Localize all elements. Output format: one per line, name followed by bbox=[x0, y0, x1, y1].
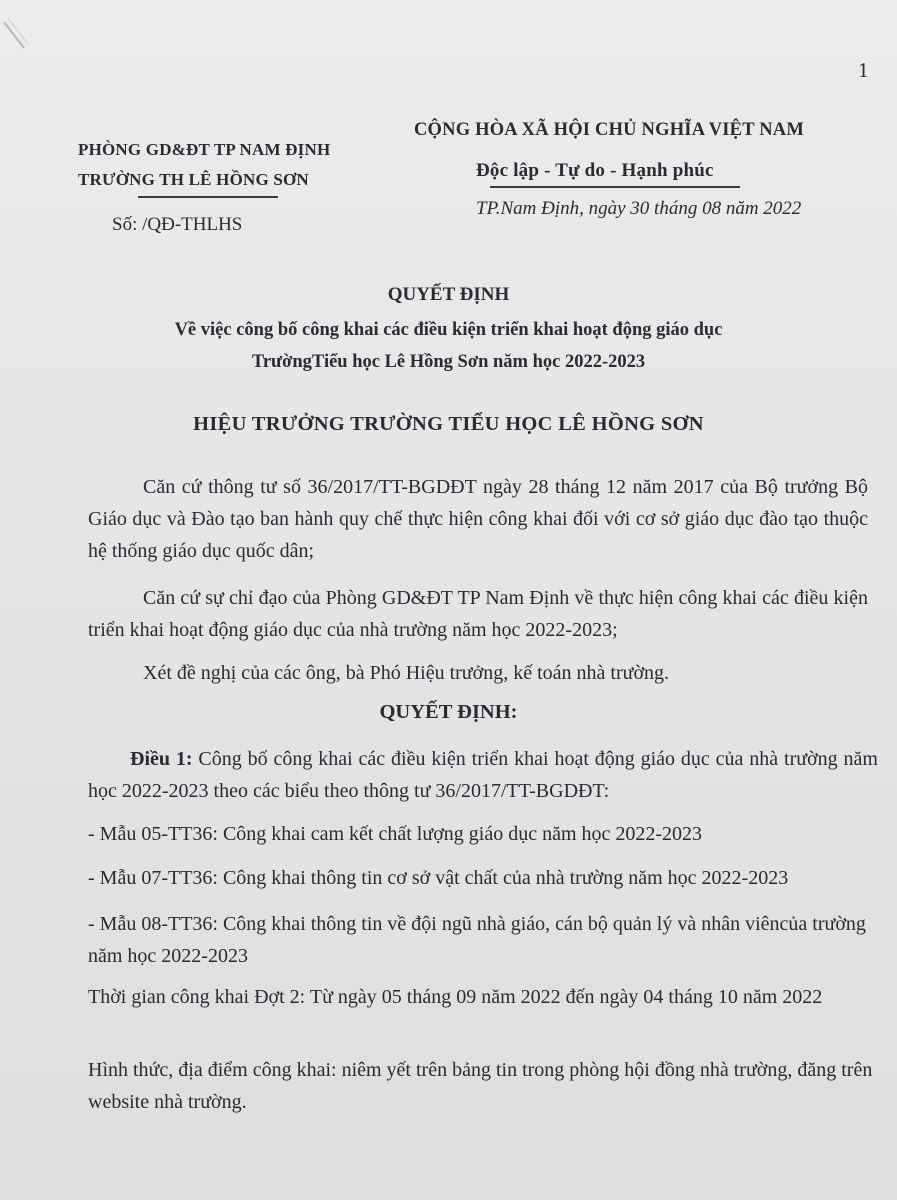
preamble-paragraph-3: Xét đề nghị của các ông, bà Phó Hiệu trưởng, kế toán nhà trường. bbox=[143, 662, 670, 684]
national-title: CỘNG HÒA XÃ HỘI CHỦ NGHĨA VIỆT NAM bbox=[414, 120, 805, 140]
national-motto: Độc lập - Tự do - Hạnh phúc bbox=[476, 160, 714, 181]
publication-time: Thời gian công khai Đợt 2: Từ ngày 05 tháng 09 năm 2022 đến ngày 04 tháng 10 năm 2022 bbox=[88, 986, 823, 1008]
school-name-underline bbox=[138, 196, 278, 198]
staple-mark-icon bbox=[0, 0, 30, 60]
publication-form: Hình thức, địa điểm công khai: niêm yết trên bảng tin trong phòng hội đồng nhà trường, đăng trên website nhà trường. bbox=[88, 1059, 873, 1113]
preamble-paragraph-1: Căn cứ thông tư số 36/2017/TT-BGDĐT ngày 28 tháng 12 năm 2017 của Bộ trưởng Bộ Giáo dục và Đào tạo ban hành quy chế thực hiện công khai đối với cơ sở giáo dục đào tạo thuộc hệ thống giáo dục quốc dân; bbox=[88, 476, 868, 562]
page-number: 1 bbox=[858, 58, 869, 82]
decision-number: Số: /QĐ-THLHS bbox=[112, 214, 243, 235]
document-subtitle-line1: Về việc công bố công khai các điều kiện triển khai hoạt động giáo dục bbox=[174, 320, 723, 340]
document-subtitle-line2: TrườngTiểu học Lê Hồng Sơn năm học 2022-2023 bbox=[251, 352, 646, 372]
document-title: QUYẾT ĐỊNH bbox=[387, 284, 510, 305]
article-1-label: Điều 1: bbox=[130, 748, 193, 770]
decision-heading: QUYẾT ĐỊNH: bbox=[379, 701, 518, 723]
list-item: - Mẫu 08-TT36: Công khai thông tin về đội ngũ nhà giáo, cán bộ quản lý và nhân viêncủa trường năm học 2022-2023 bbox=[88, 913, 866, 967]
department-name: PHÒNG GD&ĐT TP NAM ĐỊNH bbox=[78, 140, 331, 159]
motto-underline bbox=[490, 186, 740, 188]
school-name: TRƯỜNG TH LÊ HỒNG SƠN bbox=[78, 170, 309, 189]
preamble-paragraph-2: Căn cứ sự chỉ đạo của Phòng GD&ĐT TP Nam Định về thực hiện công khai các điều kiện triển khai hoạt động giáo dục của nhà trường năm học 2022-2023; bbox=[88, 587, 868, 641]
issuing-authority: HIỆU TRƯỞNG TRƯỜNG TIỂU HỌC LÊ HỒNG SƠN bbox=[193, 413, 704, 435]
issue-date: TP.Nam Định, ngày 30 tháng 08 năm 2022 bbox=[476, 198, 802, 219]
article-1 bbox=[88, 743, 878, 807]
article-1-text: Công bố công khai các điều kiện triển khai hoạt động giáo dục của nhà trường năm học 2022-2023 theo các biểu theo thông tư 36/2017/TT-BGDĐT: bbox=[88, 748, 878, 802]
list-item: - Mẫu 07-TT36: Công khai thông tin cơ sở vật chất của nhà trường năm học 2022-2023 bbox=[88, 867, 789, 889]
list-item: - Mẫu 05-TT36: Công khai cam kết chất lượng giáo dục năm học 2022-2023 bbox=[88, 823, 703, 845]
